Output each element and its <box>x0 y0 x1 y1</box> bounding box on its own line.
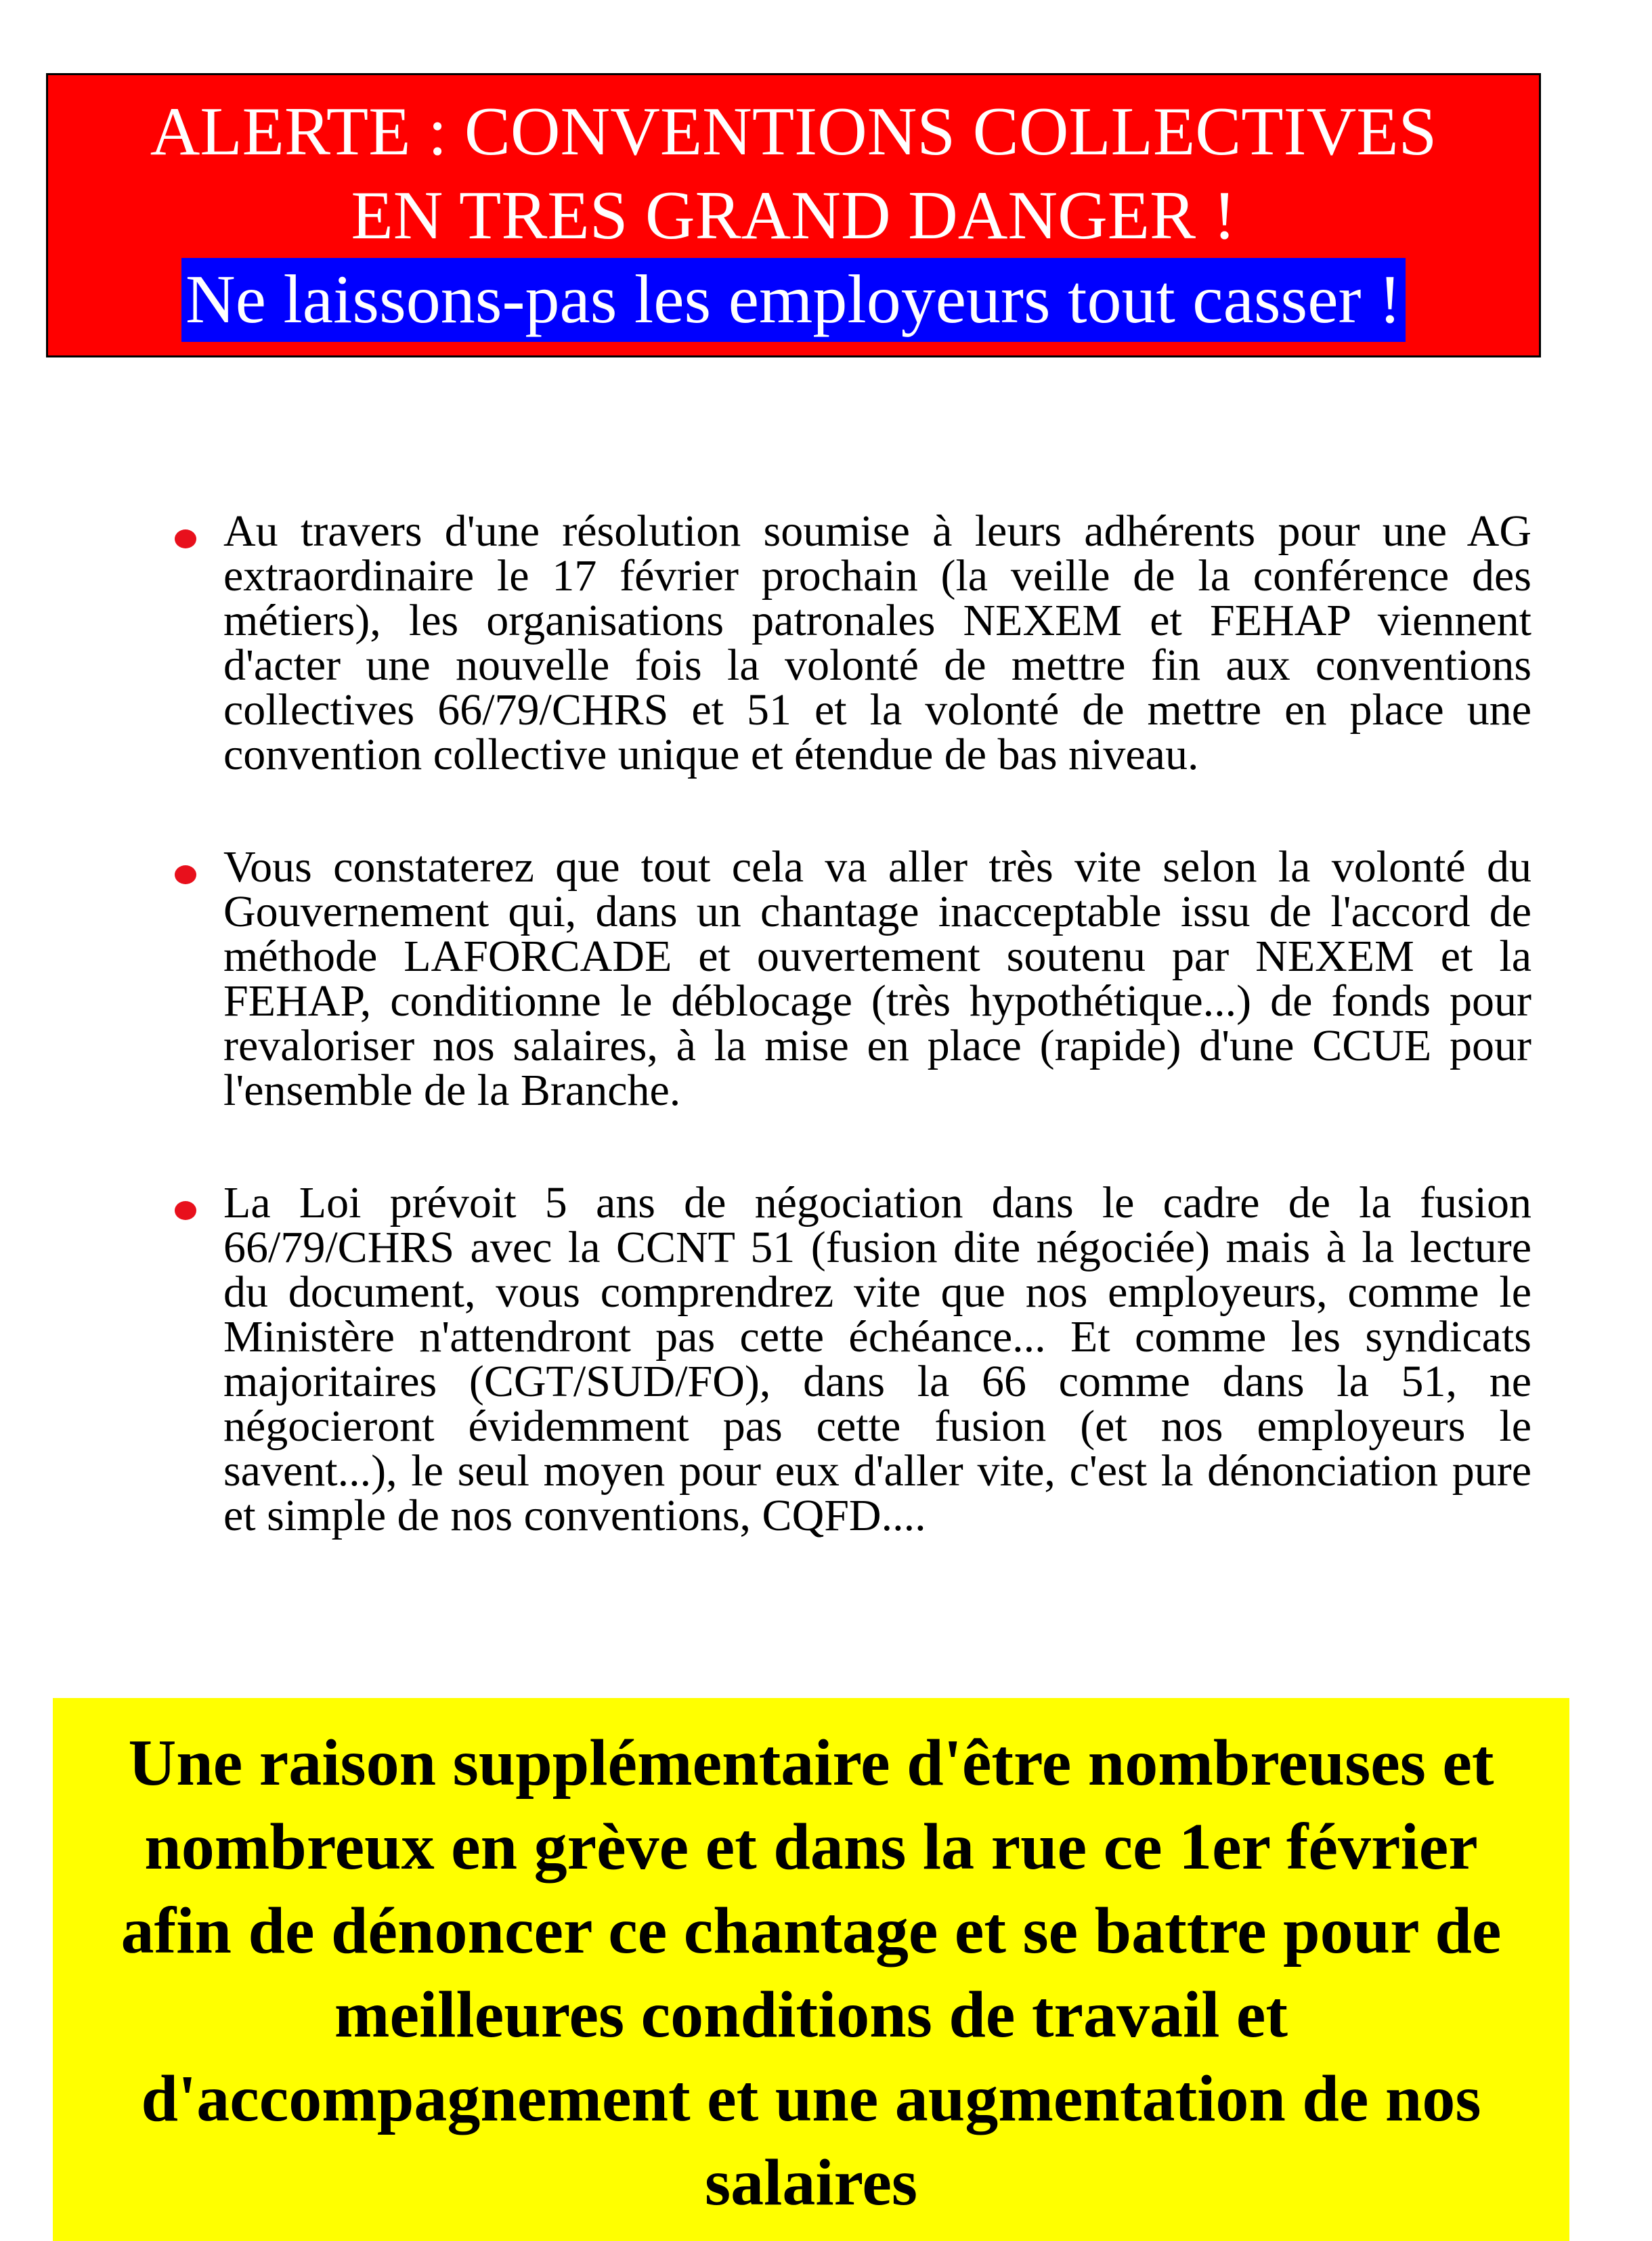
list-item <box>175 506 1531 779</box>
list-item-text: La Loi prévoit 5 ans de négociation dans le cadre de la fusion 66/79/CHRS avec la CCNT 51 (fusion dite négociée) mais à la lecture du document, vous comprendrez vite que nos employeurs, comme le Ministère n'attendront pas cette échéance... Et comme les syndicats majoritaires (CGT/SUD/FO), dans la 66 comme dans la 51, ne négocieront évidemment pas cette fusion (et nos employeurs le savent...), le seul moyen pour eux d'aller vite, c'est la dénonciation pure et simple de nos conventions, CQFD.... <box>223 1178 1531 1540</box>
bullet-list <box>175 506 1531 1606</box>
call-to-action-text: Une raison supplémentaire d'être nombreuses et nombreux en grève et dans la rue ce 1er février afin de dénoncer ce chantage et se battre pour de meilleures conditions de travail et d'accompagnement et une augmentation de nos salaires <box>121 1726 1502 2219</box>
list-item <box>175 1178 1531 1540</box>
alert-banner <box>46 73 1541 357</box>
bullet-dot-icon <box>175 529 196 548</box>
call-to-action-box <box>53 1698 1569 2241</box>
list-item <box>175 842 1531 1115</box>
alert-subtitle: Ne laissons-pas les employeurs tout casser ! <box>181 258 1406 342</box>
bullet-dot-icon <box>175 1201 196 1220</box>
alert-title-line-2: EN TRES GRAND DANGER ! <box>351 177 1236 254</box>
alert-title-line-1: ALERTE : CONVENTIONS COLLECTIVES <box>150 93 1437 170</box>
list-item-text: Au travers d'une résolution soumise à leurs adhérents pour une AG extraordinaire le 17 février prochain (la veille de la conférence des métiers), les organisations patronales NEXEM et FEHAP viennent d'acter une nouvelle fois la volonté de mettre fin aux conventions collectives 66/79/CHRS et 51 et la volonté de mettre en place une convention collective unique et étendue de bas niveau. <box>223 506 1531 779</box>
bullet-dot-icon <box>175 865 196 884</box>
list-item-text: Vous constaterez que tout cela va aller très vite selon la volonté du Gouvernement qui, dans un chantage inacceptable issu de l'accord de méthode LAFORCADE et ouvertement soutenu par NEXEM et la FEHAP, conditionne le déblocage (très hypothétique...) de fonds pour revaloriser nos salaires, à la mise en place (rapide) d'une CCUE pour l'ensemble de la Branche. <box>223 842 1531 1115</box>
